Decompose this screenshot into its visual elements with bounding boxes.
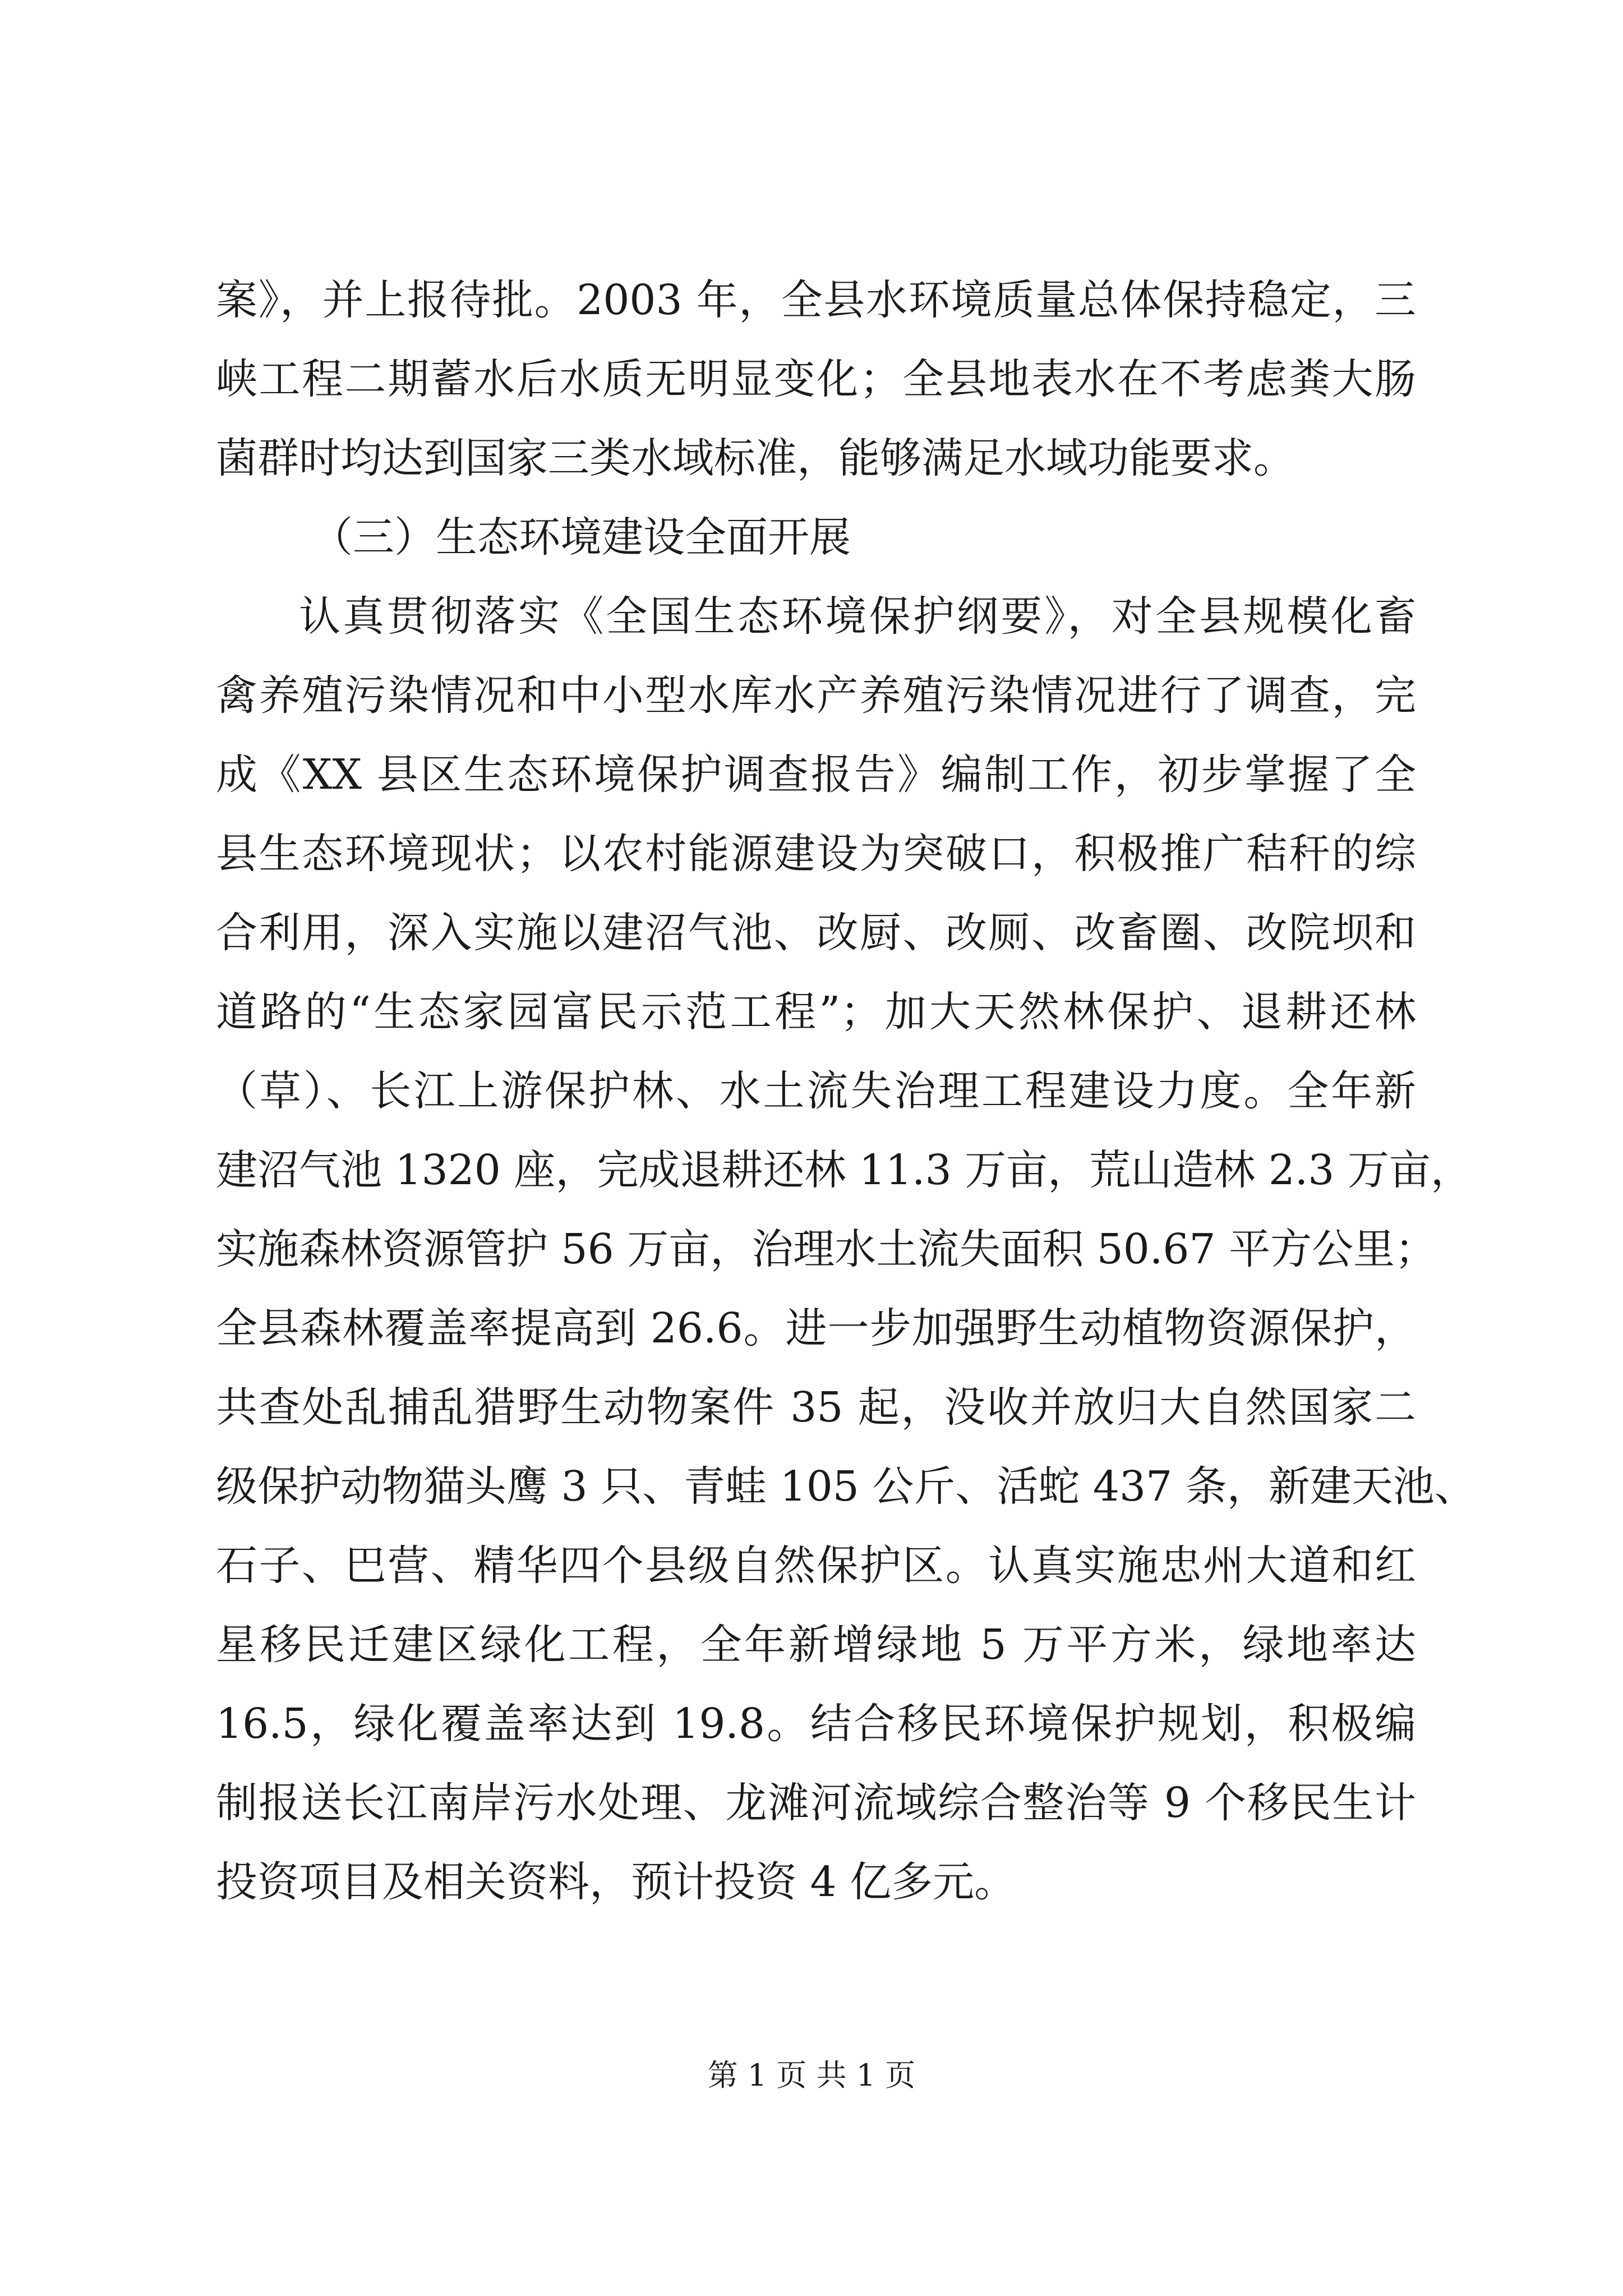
section-heading: （三）生态环境建设全面开展 <box>311 513 851 562</box>
text-line: 禽养殖污染情况和中小型水库水产养殖污染情况进行了调查，完 <box>216 671 1416 720</box>
text-line: 峡工程二期蓄水后水质无明显变化；全县地表水在不考虑粪大肠 <box>216 355 1416 403</box>
text-line: （草）、长江上游保护林、水土流失治理工程建设力度。全年新 <box>216 1067 1416 1115</box>
text-line: 全县森林覆盖率提高到 26.6。进一步加强野生动植物资源保护， <box>216 1304 1416 1352</box>
text-line: 道路的“生态家园富民示范工程”；加大天然林保护、退耕还林 <box>216 988 1416 1036</box>
text-line: 星移民迁建区绿化工程，全年新增绿地 5 万平方米，绿地率达 <box>216 1621 1416 1669</box>
text-line: 级保护动物猫头鹰 3 只、青蛙 105 公斤、活蛇 437 条，新建天池、 <box>216 1462 1476 1511</box>
page-number-footer: 第 1 页 共 1 页 <box>707 2058 916 2093</box>
text-line: 制报送长江南岸污水处理、龙滩河流域综合整治等 9 个移民生计 <box>216 1779 1416 1827</box>
text-line: 投资项目及相关资料，预计投资 4 亿多元。 <box>216 1858 1016 1906</box>
text-line: 石子、巴营、精华四个县级自然保护区。认真实施忠州大道和红 <box>216 1542 1416 1590</box>
text-line: 认真贯彻落实《全国生态环境保护纲要》，对全县规模化畜 <box>299 592 1416 641</box>
text-line: 合利用，深入实施以建沼气池、改厨、改厕、改畜圈、改院坝和 <box>216 909 1416 957</box>
body-text <box>216 261 1476 1922</box>
text-line: 案》，并上报待批。2003 年，全县水环境质量总体保持稳定，三 <box>216 276 1416 324</box>
text-line: 菌群时均达到国家三类水域标准，能够满足水域功能要求。 <box>216 434 1295 482</box>
text-line: 县生态环境现状；以农村能源建设为突破口，积极推广秸秆的综 <box>216 830 1416 878</box>
text-line: 成《XX 县区生态环境保护调查报告》编制工作，初步掌握了全 <box>216 751 1416 799</box>
text-line: 共查处乱捕乱猎野生动物案件 35 起，没收并放归大自然国家二 <box>216 1383 1416 1432</box>
text-line: 建沼气池 1320 座，完成退耕还林 11.3 万亩，荒山造林 2.3 万亩， <box>216 1146 1472 1194</box>
text-line: 实施森林资源管护 56 万亩，治理水土流失面积 50.67 平方公里； <box>216 1225 1437 1273</box>
text-line: 16.5，绿化覆盖率达到 19.8。结合移民环境保护规划，积极编 <box>216 1700 1416 1748</box>
